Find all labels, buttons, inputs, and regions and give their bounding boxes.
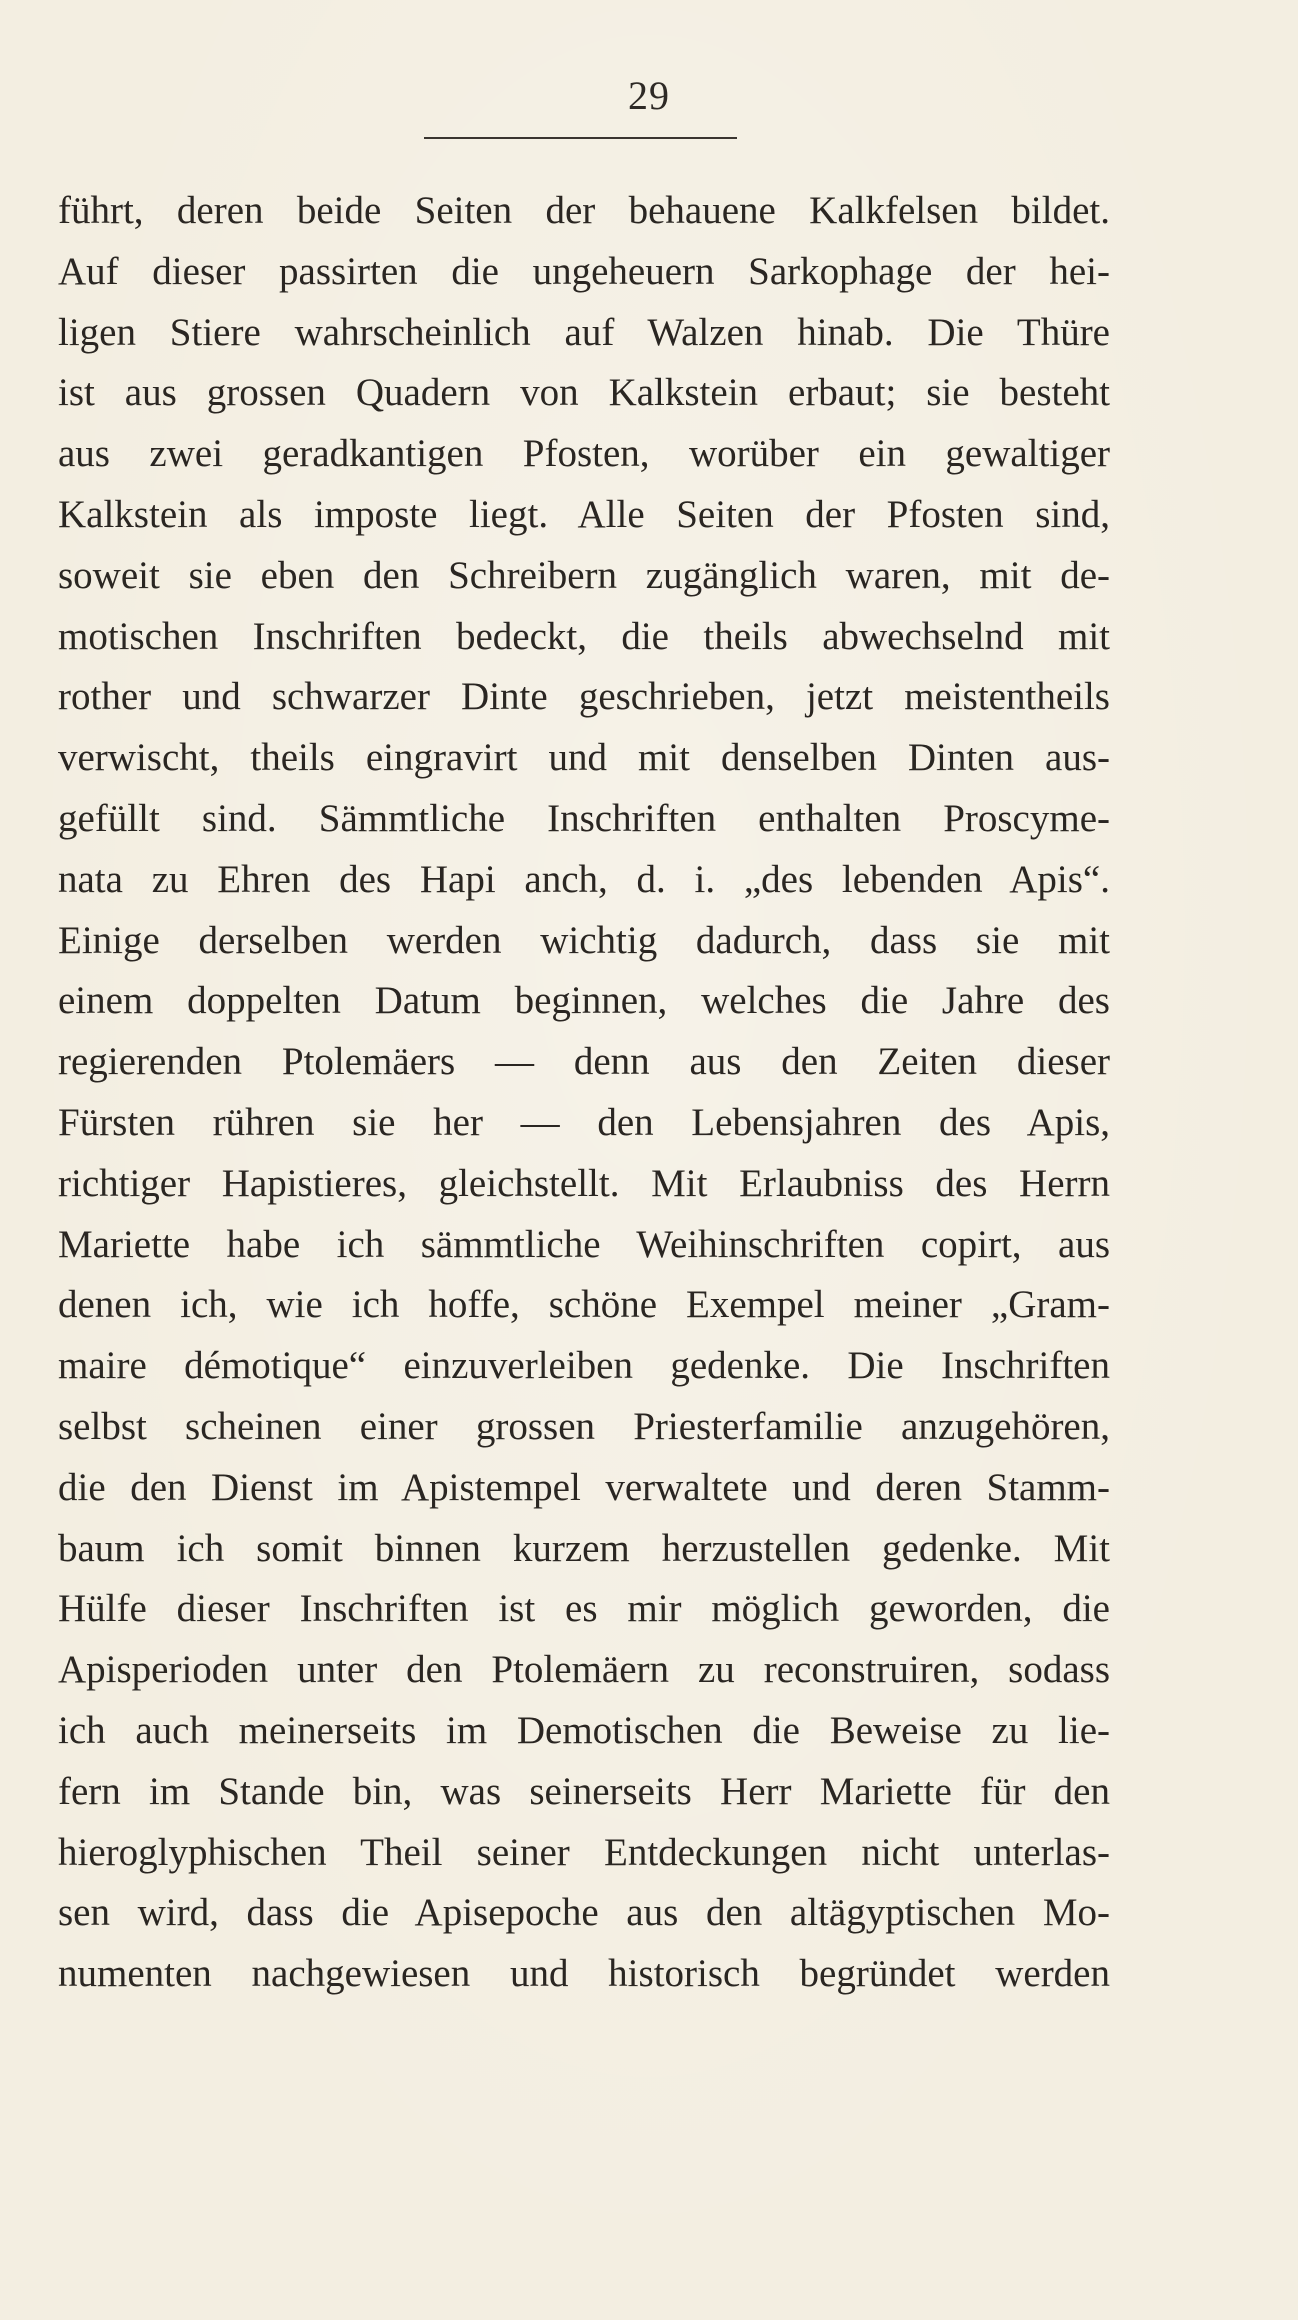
text-line: Fürsten rühren sie her — den Lebensjahren des Apis, bbox=[58, 1100, 1110, 1144]
text-line: numenten nachgewiesen und historisch begründet werden bbox=[58, 1952, 1110, 1996]
text-line: richtiger Hapistieres, gleichstellt. Mit Erlaubniss des Herrn bbox=[58, 1161, 1110, 1205]
header-rule bbox=[424, 137, 737, 139]
text-line: motischen Inschriften bedeckt, die theils abwechselnd mit bbox=[58, 614, 1110, 658]
text-line: regierenden Ptolemäers — denn aus den Zeiten dieser bbox=[58, 1040, 1110, 1084]
text-line: Apisperioden unter den Ptolemäern zu reconstruiren, sodass bbox=[58, 1648, 1110, 1692]
page-number: 29 bbox=[628, 73, 670, 118]
text-line: ligen Stiere wahrscheinlich auf Walzen hinab. Die Thüre bbox=[58, 310, 1110, 354]
text-line: Auf dieser passirten die ungeheuern Sarkophage der hei- bbox=[58, 249, 1110, 293]
text-line: ich auch meinerseits im Demotischen die Beweise zu lie- bbox=[58, 1708, 1110, 1752]
text-line: Einige derselben werden wichtig dadurch, dass sie mit bbox=[58, 918, 1110, 962]
text-line: aus zwei geradkantigen Pfosten, worüber ein gewaltiger bbox=[58, 432, 1110, 476]
body-text bbox=[58, 181, 1110, 2005]
text-line: soweit sie eben den Schreibern zugänglich waren, mit de- bbox=[58, 553, 1110, 597]
text-line: verwischt, theils eingravirt und mit denselben Dinten aus- bbox=[58, 736, 1110, 780]
text-line: Mariette habe ich sämmtliche Weihinschriften copirt, aus bbox=[58, 1222, 1110, 1266]
text-line: Kalkstein als imposte liegt. Alle Seiten der Pfosten sind, bbox=[58, 492, 1110, 536]
text-line: denen ich, wie ich hoffe, schöne Exempel meiner „Gram- bbox=[58, 1283, 1110, 1327]
text-line: rother und schwarzer Dinte geschrieben, jetzt meistentheils bbox=[58, 675, 1110, 719]
text-line: führt, deren beide Seiten der behauene Kalkfelsen bildet. bbox=[58, 189, 1110, 232]
text-line: Hülfe dieser Inschriften ist es mir möglich geworden, die bbox=[58, 1587, 1110, 1631]
text-line: sen wird, dass die Apisepoche aus den altägyptischen Mo- bbox=[58, 1891, 1110, 1935]
text-line: die den Dienst im Apistempel verwaltete und deren Stamm- bbox=[58, 1465, 1110, 1509]
text-line: selbst scheinen einer grossen Priesterfamilie anzugehören, bbox=[58, 1404, 1110, 1448]
text-line: baum ich somit binnen kurzem herzustellen gedenke. Mit bbox=[58, 1526, 1110, 1570]
text-line: einem doppelten Datum beginnen, welches die Jahre des bbox=[58, 979, 1110, 1023]
text-line: maire démotique“ einzuverleiben gedenke. Die Inschriften bbox=[58, 1344, 1110, 1388]
text-line: nata zu Ehren des Hapi anch, d. i. „des lebenden Apis“. bbox=[58, 857, 1110, 901]
text-line: gefüllt sind. Sämmtliche Inschriften enthalten Proscyme- bbox=[58, 796, 1110, 840]
text-line: fern im Stande bin, was seinerseits Herr Mariette für den bbox=[58, 1769, 1110, 1813]
text-line: ist aus grossen Quadern von Kalkstein erbaut; sie besteht bbox=[58, 371, 1110, 415]
text-line: hieroglyphischen Theil seiner Entdeckungen nicht unterlas- bbox=[58, 1830, 1110, 1874]
